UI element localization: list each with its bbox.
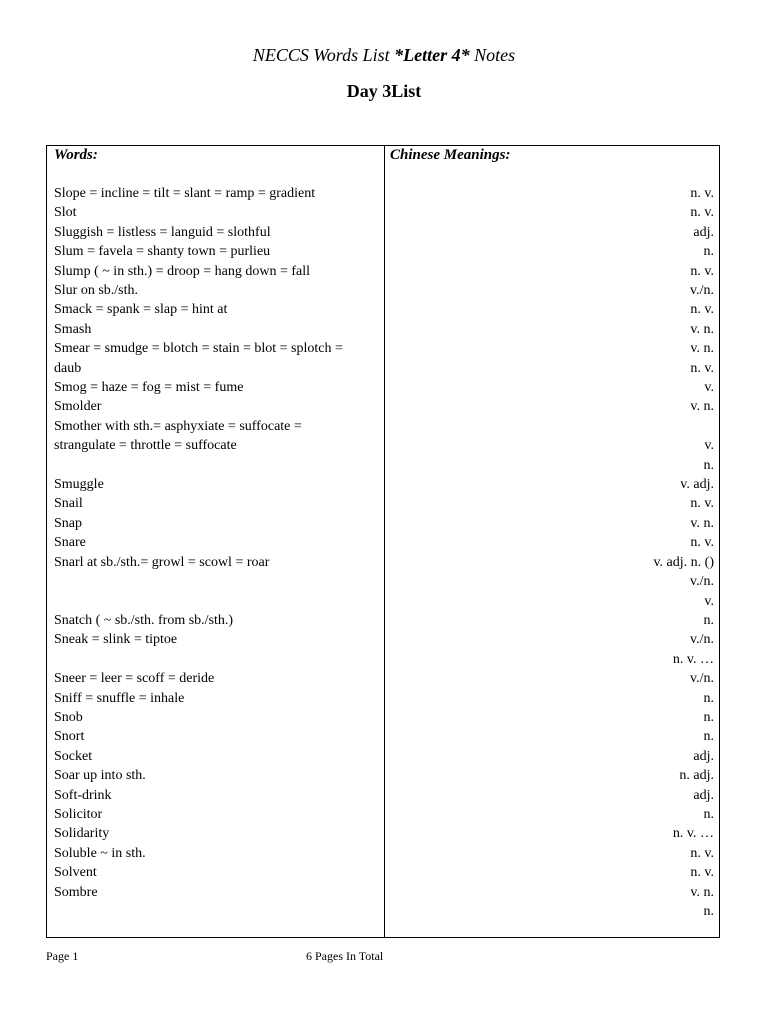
word-entry: Snob (54, 709, 83, 725)
word-entry: Solvent (54, 865, 97, 881)
word-entry: Snap (54, 515, 82, 531)
meaning-entry: v. adj. n. () (653, 554, 714, 570)
meaning-entry: v. n. (690, 399, 714, 415)
meaning-entry: adj. (693, 224, 714, 240)
word-entry (54, 592, 378, 611)
meaning-entry: n. v. (690, 302, 714, 318)
meaning-entry: v. n. (690, 884, 714, 900)
meaning-entry: v. (704, 593, 714, 609)
word-entry: Smear = smudge = blotch = stain = blot = splotch = (54, 341, 343, 357)
word-entry: Sneer = leer = scoff = deride (54, 671, 215, 687)
word-table (46, 145, 720, 938)
word-entry (54, 572, 378, 591)
word-entry: Slope = incline = tilt = slant = ramp = gradient (54, 186, 316, 201)
meaning-entry: n. v. (690, 535, 714, 551)
meaning-entry: n. (703, 806, 714, 822)
word-entry: Sneak = slink = tiptoe (54, 632, 178, 648)
page-number: Page 1 (46, 949, 79, 963)
word-entry: Smother with sth.= asphyxiate = suffocate = (54, 418, 302, 434)
meaning-entry: n. v. (690, 845, 714, 861)
meaning-entry: n. adj. (679, 768, 714, 784)
word-entry: Socket (54, 748, 93, 764)
title-text-1: NECCS Words List (252, 45, 395, 65)
meaning-entry: n. (703, 457, 714, 473)
word-entry: Snail (54, 496, 83, 512)
meaning-entry: n. v. (690, 496, 714, 512)
meaning-entry: n. v. … (672, 826, 714, 842)
title-text-2: Notes (469, 45, 516, 65)
word-entry: Soluble ~ in sth. (54, 845, 146, 861)
word-entry: Smog = haze = fog = mist = fume (54, 380, 244, 396)
meaning-entry: v./n. (690, 283, 714, 299)
words-header: Words: (54, 147, 98, 163)
meaning-entry: n. (703, 612, 714, 628)
word-entry: Smuggle (54, 477, 104, 493)
word-entry (54, 650, 378, 669)
word-entry: Sombre (54, 884, 98, 900)
meaning-entry: v. (704, 438, 714, 454)
meaning-entry: v. n. (690, 341, 714, 357)
meaning-entry: n. (703, 729, 714, 745)
word-entry: Soar up into sth. (54, 768, 146, 784)
word-entry: Snatch ( ~ sb./sth. from sb./sth.) (54, 612, 234, 628)
meaning-entry: adj. (693, 748, 714, 764)
meaning-entry: v. adj. (680, 477, 714, 493)
meaning-entry: n. (703, 904, 714, 920)
word-entry: daub (54, 360, 82, 376)
meanings-list (390, 184, 714, 921)
word-entry: Slot (54, 205, 77, 221)
page-total: 6 Pages In Total (306, 949, 384, 963)
meaning-entry: n. v. (690, 360, 714, 376)
document-title (0, 43, 768, 67)
word-entry: Solidarity (54, 826, 110, 842)
meaning-entry: n. (703, 709, 714, 725)
word-entry: strangulate = throttle = suffocate (54, 438, 237, 454)
meaning-entry: v. n. (690, 515, 714, 531)
meanings-column (390, 146, 714, 921)
meaning-entry: n. v. (690, 263, 714, 279)
document-subtitle: Day 3List (346, 81, 422, 101)
meaning-entry: n. (703, 690, 714, 706)
meaning-entry: adj. (693, 787, 714, 803)
word-entry: Slur on sb./sth. (54, 283, 139, 299)
meaning-entry: v./n. (690, 671, 714, 687)
meaning-entry: n. v. (690, 865, 714, 881)
meaning-entry: v. n. (690, 321, 714, 337)
meaning-entry: n. v. (690, 186, 714, 201)
title-letter-tag: *Letter 4* (394, 45, 470, 65)
word-entry: Solicitor (54, 806, 103, 822)
word-entry: Smash (54, 321, 92, 337)
meaning-entry: v./n. (690, 632, 714, 648)
word-entry: Snare (54, 535, 86, 551)
meaning-entry: n. v. (690, 205, 714, 221)
meaning-entry: n. (703, 244, 714, 260)
words-list (54, 184, 378, 902)
word-entry: Soft-drink (54, 787, 112, 803)
word-entry (54, 456, 378, 475)
meaning-entry: v. (704, 380, 714, 396)
word-entry: Snarl at sb./sth.= growl = scowl = roar (54, 554, 270, 570)
word-entry: Slum = favela = shanty town = purlieu (54, 244, 271, 260)
word-entry: Slump ( ~ in sth.) = droop = hang down = fall (54, 263, 311, 279)
meanings-header: Chinese Meanings: (390, 147, 511, 163)
word-entry: Sluggish = listless = languid = slothful (54, 224, 271, 240)
word-entry: Smack = spank = slap = hint at (54, 302, 228, 318)
column-divider (384, 146, 385, 937)
words-column (54, 146, 378, 902)
meaning-entry: n. v. … (672, 651, 714, 667)
word-entry: Sniff = snuffle = inhale (54, 690, 185, 706)
word-entry: Snort (54, 729, 85, 745)
word-entry: Smolder (54, 399, 102, 415)
meaning-entry: v./n. (690, 574, 714, 590)
meaning-entry (390, 417, 714, 436)
